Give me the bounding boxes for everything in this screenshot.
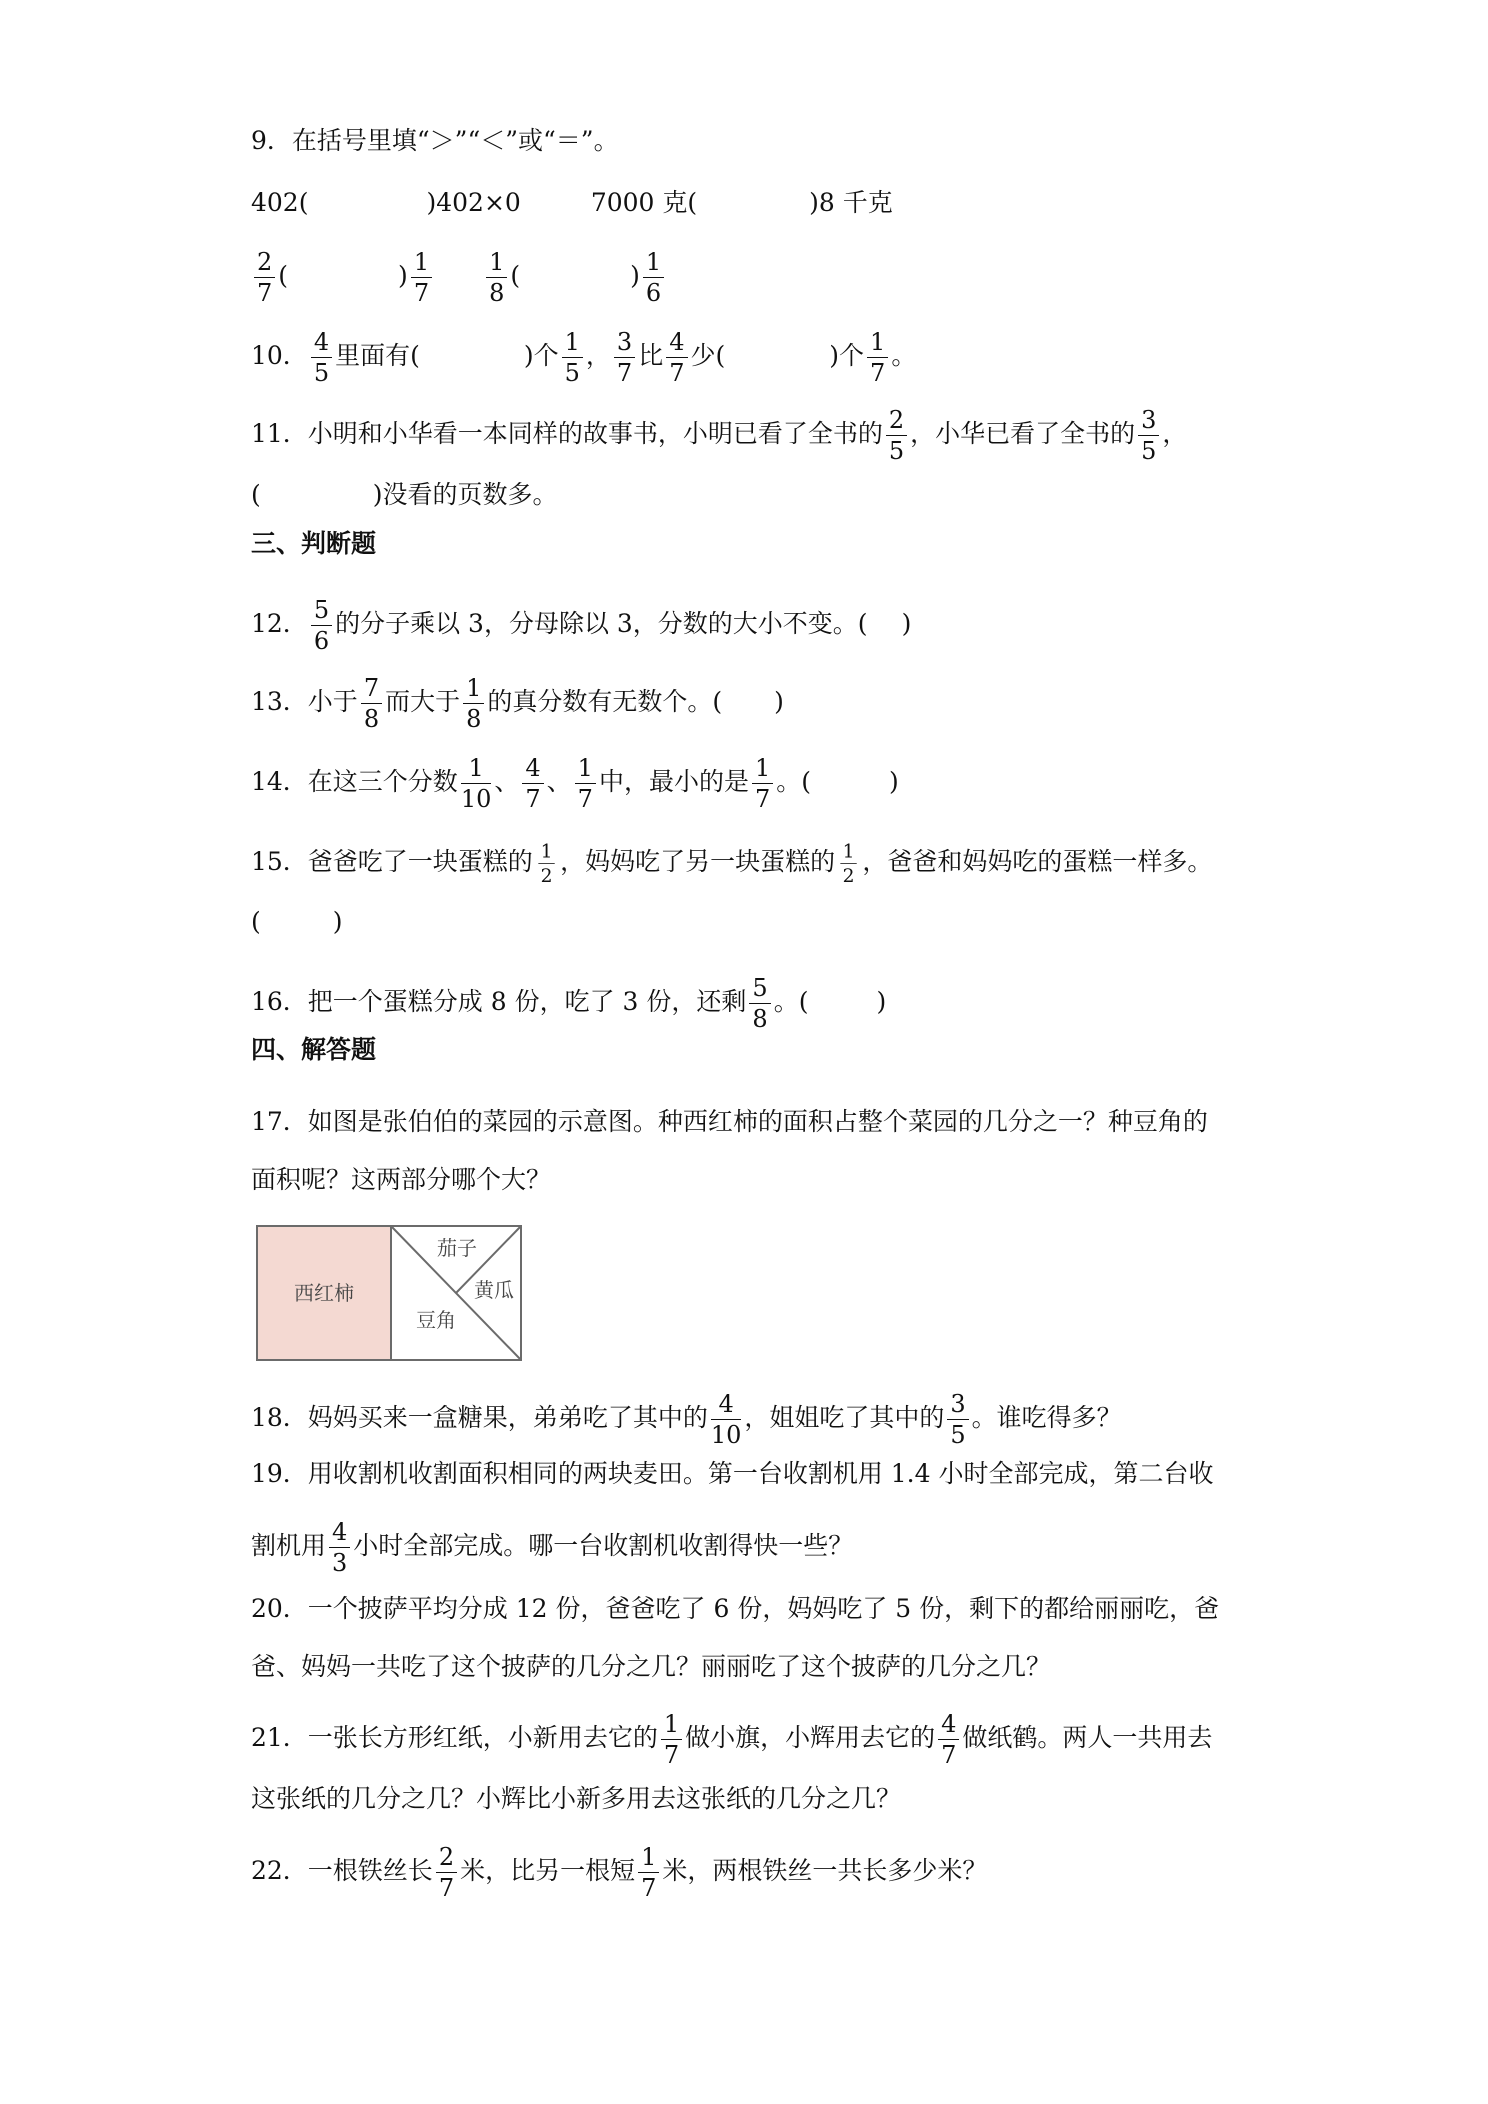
compare-left-1: 402( (251, 188, 309, 217)
text: 11．小明和小华看一本同样的故事书，小明已看了全书的 (251, 419, 883, 448)
text: 割机用 (251, 1531, 327, 1560)
question-19-line-2 (251, 1520, 853, 1575)
fraction: $\frac{1}{8}$ (486, 250, 507, 305)
fraction: $\frac{3}{7}$ (614, 330, 635, 385)
fraction: $\frac{1}{7}$ (411, 250, 432, 305)
question-9-prompt: 9．在括号里填“＞”“＜”或“＝”。 (251, 126, 619, 155)
text: 米，比另一根短 (460, 1856, 636, 1885)
question-21-line-2: 这张纸的几分之几？小辉比小新多用去这张纸的几分之几？ (251, 1784, 902, 1813)
paren-close: ) (901, 609, 912, 638)
text: 小时全部完成。哪一台收割机收割得快一些？ (353, 1531, 854, 1560)
question-number: 12． (251, 609, 308, 638)
text: 米，两根铁丝一共长多少米？ (662, 1856, 988, 1885)
fraction: $\frac{1}{7}$ (752, 756, 773, 811)
question-15-line-2 (251, 905, 343, 939)
section-heading-3: 三、判断题 (251, 529, 377, 558)
paren-open: ( (278, 261, 289, 290)
fraction: $\frac{1}{10}$ (460, 754, 492, 813)
fraction: $\frac{1}{5}$ (562, 330, 583, 385)
fraction: $\frac{5}{6}$ (311, 598, 332, 653)
paren-open: ( (510, 261, 521, 290)
question-9-row-2 (251, 250, 667, 305)
paren-open: ( (251, 907, 261, 936)
paren-close: ) (889, 767, 899, 796)
question-11-line-2 (251, 478, 558, 512)
question-15-line-1 (251, 836, 1212, 891)
paren-close: ) (332, 907, 343, 936)
cucumber-label: 黄瓜 (474, 1278, 514, 1302)
text: )个 (829, 341, 865, 370)
text: 22．一根铁丝长 (251, 1856, 433, 1885)
question-17-line-1: 17．如图是张伯伯的菜园的示意图。种西红柿的面积占整个菜园的几分之一？种豆角的 (251, 1107, 1208, 1136)
fraction: $\frac{1}{6}$ (643, 250, 664, 305)
text: 中，最小的是 (598, 767, 749, 796)
question-21-line-1 (251, 1712, 1212, 1767)
question-11-line-1 (251, 408, 1187, 463)
text: ， (1162, 419, 1188, 448)
compare-left-2: 7000 克( (590, 188, 698, 217)
compare-right-2: )8 千克 (809, 188, 893, 217)
fraction: $\frac{1}{2}$ (538, 842, 555, 885)
fraction: $\frac{4}{10}$ (710, 1390, 742, 1449)
question-19-line-1: 19．用收割机收割面积相同的两块麦田。第一台收割机用 1.4 小时全部完成，第二台收 (251, 1459, 1214, 1488)
text: ， (585, 341, 611, 370)
bean-label: 豆角 (416, 1308, 456, 1332)
eggplant-label: 茄子 (437, 1236, 477, 1260)
fraction: $\frac{4}{7}$ (522, 756, 543, 811)
text: 14．在这三个分数 (251, 767, 458, 796)
question-13 (251, 676, 784, 731)
fraction: $\frac{4}{3}$ (329, 1520, 350, 1575)
question-14 (251, 756, 899, 811)
fraction: $\frac{4}{5}$ (311, 330, 332, 385)
text: 。 (891, 341, 917, 370)
fraction: $\frac{1}{7}$ (867, 330, 888, 385)
question-20-line-1: 20．一个披萨平均分成 12 份，爸爸吃了 6 份，妈妈吃了 5 份，剩下的都给丽丽吃，爸 (251, 1594, 1220, 1623)
fraction: $\frac{1}{7}$ (661, 1712, 682, 1767)
compare-right-1: )402×0 (426, 188, 521, 217)
text: 、 (546, 767, 572, 796)
text: 里面有( (335, 341, 420, 370)
paren-close: ) (630, 261, 640, 290)
text: 做小旗，小辉用去它的 (685, 1723, 936, 1752)
text: 16．把一个蛋糕分成 8 份，吃了 3 份，还剩 (251, 987, 747, 1016)
question-18 (251, 1392, 1122, 1447)
paren-close: ) (876, 987, 887, 1016)
text: 的真分数有无数个。( (487, 687, 723, 716)
fraction: $\frac{2}{7}$ (254, 250, 275, 305)
text: 18．妈妈买来一盒糖果，弟弟吃了其中的 (251, 1403, 708, 1432)
fraction: $\frac{4}{7}$ (666, 330, 687, 385)
text: 。( (773, 987, 809, 1016)
tomato-label: 西红柿 (294, 1281, 354, 1305)
question-12 (251, 598, 911, 653)
text: 15．爸爸吃了一块蛋糕的 (251, 847, 533, 876)
paren-close: ) (398, 261, 408, 290)
text: )没看的页数多。 (372, 480, 558, 509)
question-number: 10． (251, 341, 308, 370)
text: 21．一张长方形红纸，小新用去它的 (251, 1723, 658, 1752)
question-16 (251, 976, 886, 1031)
text: ，妈妈吃了另一块蛋糕的 (560, 847, 836, 876)
fraction: $\frac{1}{2}$ (840, 842, 857, 885)
fraction: $\frac{2}{7}$ (436, 1845, 457, 1900)
fraction: $\frac{1}{8}$ (463, 676, 484, 731)
paren-close: ) (774, 687, 784, 716)
text: 、 (494, 767, 520, 796)
question-9-row-1 (251, 186, 893, 220)
fraction: $\frac{1}{7}$ (575, 756, 596, 811)
fraction: $\frac{4}{7}$ (938, 1712, 959, 1767)
fraction: $\frac{3}{5}$ (1138, 408, 1159, 463)
text: 少( (690, 341, 726, 370)
text: 。谁吃得多？ (971, 1403, 1122, 1432)
question-10 (251, 330, 916, 385)
paren-open: ( (251, 480, 261, 509)
fraction: $\frac{1}{7}$ (638, 1845, 659, 1900)
section-heading-4: 四、解答题 (251, 1035, 377, 1064)
garden-diagram (256, 1225, 522, 1361)
text: 13．小于 (251, 687, 358, 716)
text: 的分子乘以 3，分母除以 3，分数的大小不变。( (335, 609, 868, 638)
fraction: $\frac{3}{5}$ (947, 1392, 968, 1447)
question-20-line-2: 爸、妈妈一共吃了这个披萨的几分之几？丽丽吃了这个披萨的几分之几？ (251, 1652, 1052, 1681)
text: 做纸鹤。两人一共用去 (962, 1723, 1213, 1752)
text: 而大于 (385, 687, 461, 716)
text: ，小华已看了全书的 (910, 419, 1136, 448)
text: ，姐姐吃了其中的 (744, 1403, 945, 1432)
fraction: $\frac{2}{5}$ (886, 408, 907, 463)
question-17-line-2: 面积呢？这两部分哪个大？ (251, 1165, 552, 1194)
question-22 (251, 1845, 987, 1900)
text: ，爸爸和妈妈吃的蛋糕一样多。 (862, 847, 1213, 876)
text: 比 (638, 341, 664, 370)
text: 。( (776, 767, 812, 796)
text: )个 (523, 341, 559, 370)
fraction: $\frac{5}{8}$ (749, 976, 770, 1031)
fraction: $\frac{7}{8}$ (361, 676, 382, 731)
